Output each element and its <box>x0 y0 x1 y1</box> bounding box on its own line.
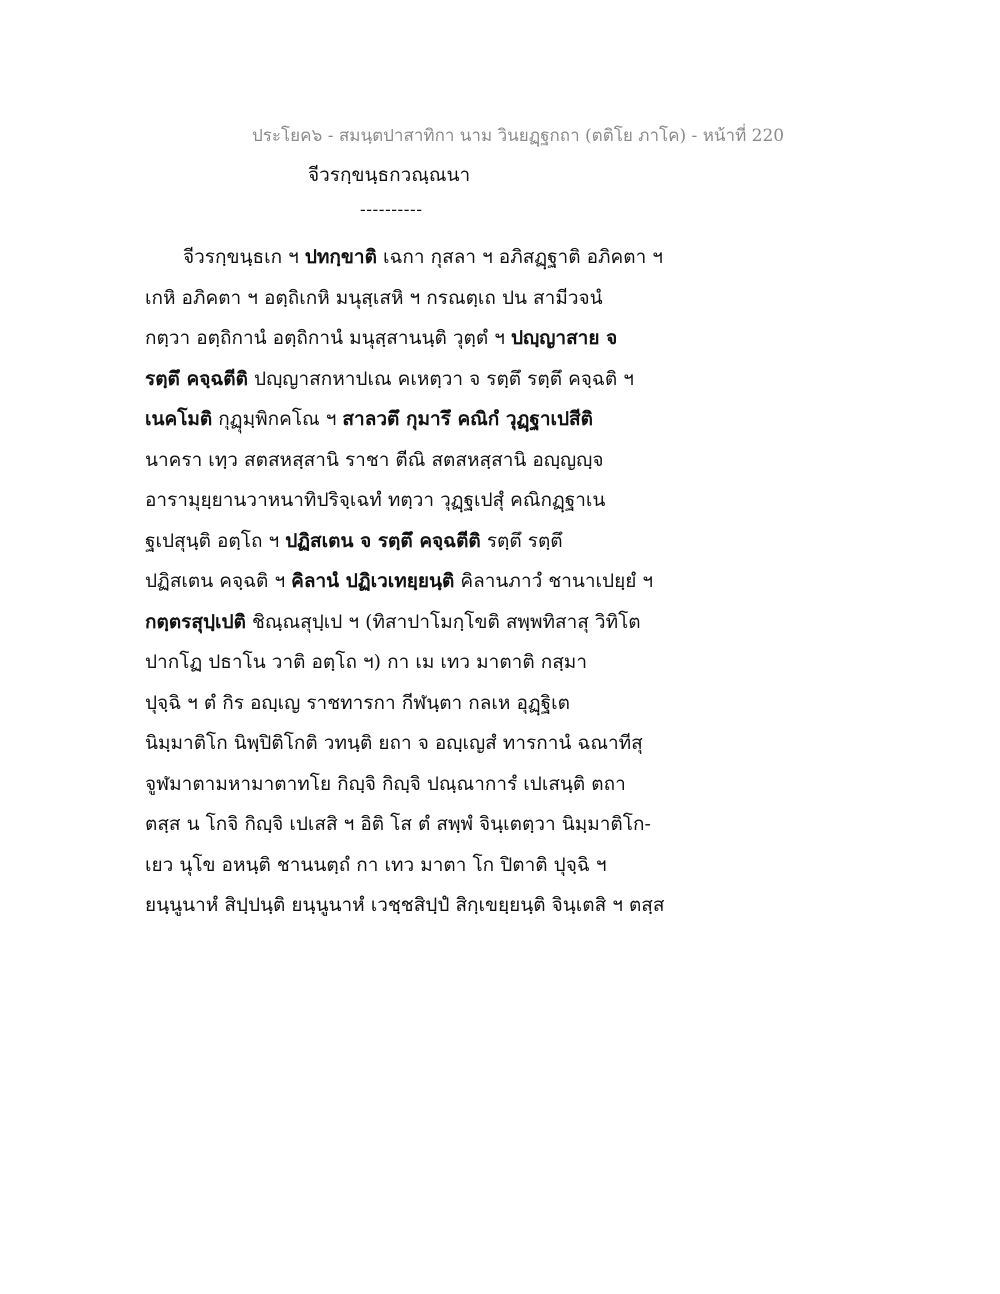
text-segment: เยว นุโข อหนฺติ ชานนตฺถํ กา เทว มาตา โก ปิตาติ ปุจฺฉิ ฯ <box>145 853 607 876</box>
body-text <box>145 237 685 926</box>
text-segment: ปุจฺฉิ ฯ ตํ กิร อญฺเญ ราชทารกา กีฬนฺตา กลเห อุฏฺฐิเต <box>145 691 570 714</box>
text-line <box>145 845 685 886</box>
text-segment: จูฬมาตามหามาตาทโย กิญฺจิ กิญฺจิ ปณฺณาการํ เปเสนฺติ ตถา <box>145 772 626 795</box>
text-segment: กุฏุมฺพิกคโณ ฯ <box>212 408 343 430</box>
text-segment: กตฺวา อตฺถิกานํ อตฺถิกานํ มนุสฺสานนฺติ วุตฺตํ ฯ <box>145 327 511 349</box>
bold-term: สาลวตึ กุมารึ คณิกํ วุฏฺฐาเปสีติ <box>342 408 593 430</box>
bold-term: ปทกฺขาติ <box>304 246 377 268</box>
text-segment: ตสฺส น โกจิ กิญฺจิ เปเสสิ ฯ อิติ โส ตํ สพฺพํ จินฺเตตฺวา นิมฺมาติโก- <box>145 813 651 835</box>
text-line <box>145 642 685 683</box>
bold-term: เนคโมติ <box>145 408 213 430</box>
text-line <box>145 804 685 845</box>
text-segment: นิมฺมาติโก นิพฺปิติโกติ วทนฺติ ยถา จ อญฺเญสํ ทารกานํ ฉณาทีสุ <box>145 732 643 754</box>
section-divider: ---------- <box>360 200 423 220</box>
text-segment: คิลานภาวํ ชานาเปยฺยํ ฯ <box>454 570 654 592</box>
text-line <box>145 723 685 764</box>
text-segment: จีวรกฺขนฺธเก ฯ <box>183 246 305 268</box>
bold-term: รตฺตึ คจฺฉตีติ <box>145 367 248 390</box>
text-line <box>145 237 685 278</box>
text-segment: อารามุยฺยานวาหนาทิปริจฺเฉทํ ทตฺวา วุฏฺฐเปสุํ คณิกฏฺฐาเน <box>145 489 606 511</box>
text-line <box>145 683 685 724</box>
text-line <box>145 440 685 481</box>
section-title: จีวรกฺขนฺธกวณฺณนา <box>308 164 471 186</box>
text-segment: รตฺตึ รตฺตึ <box>480 529 563 552</box>
text-segment: ปากโฏ ปธาโน วาติ อตฺโถ ฯ) กา เม เทว มาตาติ กสฺมา <box>145 651 588 673</box>
bold-term: ปฏิสเตน จ รตฺตึ คจฺฉตีติ <box>285 529 481 552</box>
text-line <box>145 602 685 643</box>
text-segment: นาครา เทฺว สตสหสฺสานิ ราชา ตีณิ สตสหสฺสานิ อญฺญญฺจ <box>145 448 604 471</box>
page-header: ประโยค๖ - สมนฺตปาสาทิกา นาม วินยฏฺฐกถา (ตติโย ภาโค) - หน้าที่ 220 <box>252 126 785 146</box>
text-line <box>145 399 685 440</box>
bold-term: คิลานํ ปฏิเวเทยฺยนฺติ <box>291 570 455 592</box>
text-line <box>145 764 685 805</box>
text-segment: ชิณฺณสุปฺเป ฯ (ทิสาปาโมกฺโขติ สพฺพทิสาสุ วิทิโต <box>245 610 641 633</box>
text-line <box>145 278 685 319</box>
text-line <box>145 561 685 602</box>
bold-term: กตฺตรสุปฺเปติ <box>145 610 246 633</box>
text-line <box>145 359 685 400</box>
text-line <box>145 318 685 359</box>
text-segment: ปญฺญาสกหาปเณ คเหตฺวา จ รตฺตึ รตฺตึ คจฺฉติ ฯ <box>247 367 634 390</box>
text-line <box>145 885 685 926</box>
text-segment: ปฏิสเตน คจฺฉติ ฯ <box>145 570 292 592</box>
text-segment: ยนฺนูนาหํ สิปฺปนฺติ ยนฺนูนาหํ เวชฺชสิปฺปํ สิกฺเขยฺยนฺติ จินฺเตสิ ฯ ตสฺส <box>145 894 665 916</box>
text-segment: ฐเปสุนฺติ อตฺโถ ฯ <box>145 529 286 552</box>
bold-term: ปญฺญาสาย จ <box>510 327 618 349</box>
text-segment: เกหิ อภิคตา ฯ อตฺถิเกหิ มนุสฺเสหิ ฯ กรณตฺเถ ปน สามีวจนํ <box>145 286 603 309</box>
text-segment: เฉกา กุสลา ฯ อภิสฏฺฐาติ อภิคตา ฯ <box>376 246 663 268</box>
text-line <box>145 480 685 521</box>
text-line <box>145 521 685 562</box>
